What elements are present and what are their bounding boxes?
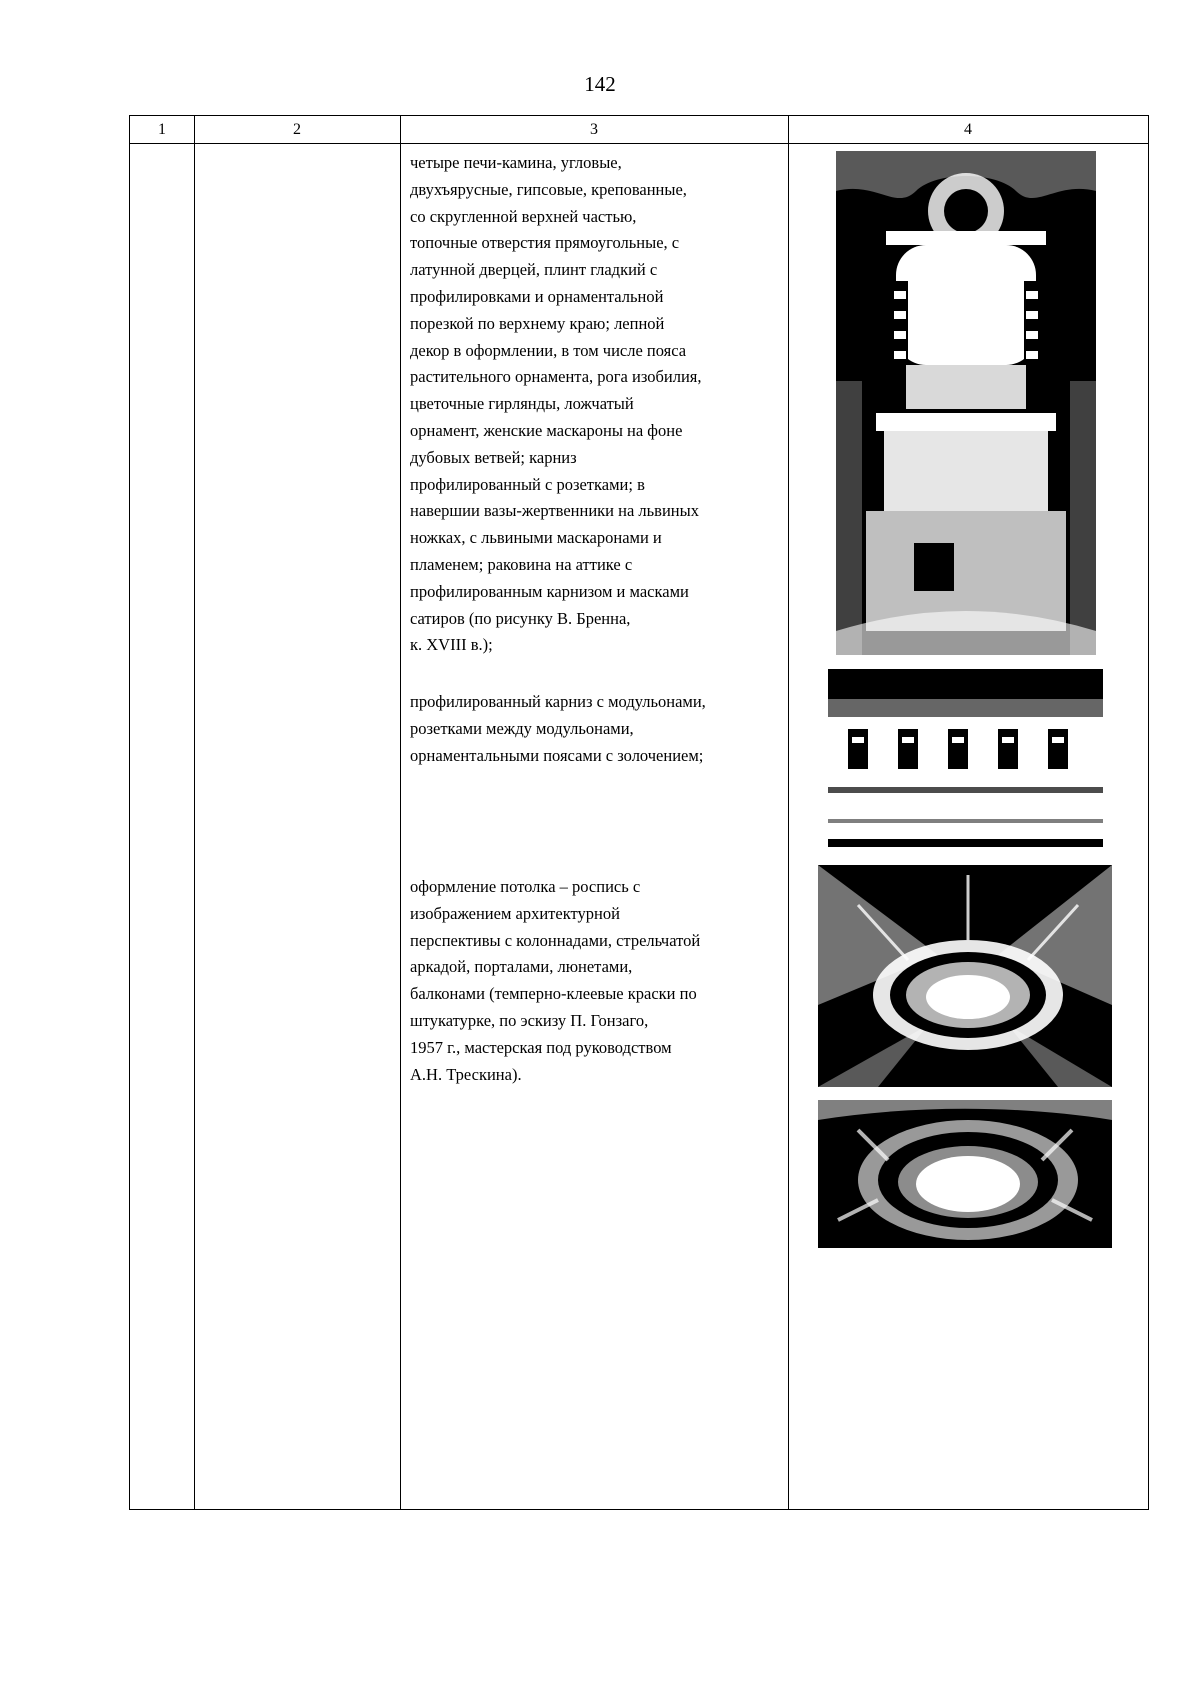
ceiling-description: оформление потолка – роспись с изображением архитектурной перспективы с колоннадами, стрельчатой аркадой, порталами, люнетами, балконами (темперно-клеевые краски по штукатурке, по эскизу П. Гонзаго, 1957 г., мастерская под руководством А.Н. Трескина). [410, 877, 701, 1084]
column-header-1: 1 [158, 121, 166, 138]
column-divider [400, 116, 401, 1509]
cornice-description: профилированный карниз с модульонами, розетками между модульонами, орнаментальными поясами с золочением; [410, 692, 706, 765]
header-divider [130, 143, 1148, 144]
ceiling-detail-photo [818, 1100, 1112, 1248]
column-header-3: 3 [590, 121, 598, 138]
cornice-photo [828, 669, 1103, 847]
fireplace-photo [836, 151, 1096, 655]
column-header-2: 2 [293, 121, 301, 138]
ceiling-photo [818, 865, 1112, 1087]
page-number: 142 [584, 72, 616, 96]
fireplace-description: четыре печи-камина, угловые, двухъярусные, гипсовые, крепованные, со скругленной верхней частью, топочные отверстия прямоугольные, с латунной дверцей, плинт гладкий с профилировками и орнаментальной порезкой по верхнему краю; лепной декор в оформлении, в том числе пояса растительного орнамента, рога изобилия, цветочные гирлянды, ложчатый орнамент, женские маскароны на фоне дубовых ветвей; карниз профилированный с розетками; в навершии вазы-жертвенники на львиных ножках, с львиными маскаронами и пламенем; раковина на аттике с профилированным карнизом и масками сатиров (по рисунку В. Бренна, к. XVIII в.); [410, 153, 702, 655]
column-divider [194, 116, 195, 1509]
column-header-4: 4 [964, 121, 972, 138]
